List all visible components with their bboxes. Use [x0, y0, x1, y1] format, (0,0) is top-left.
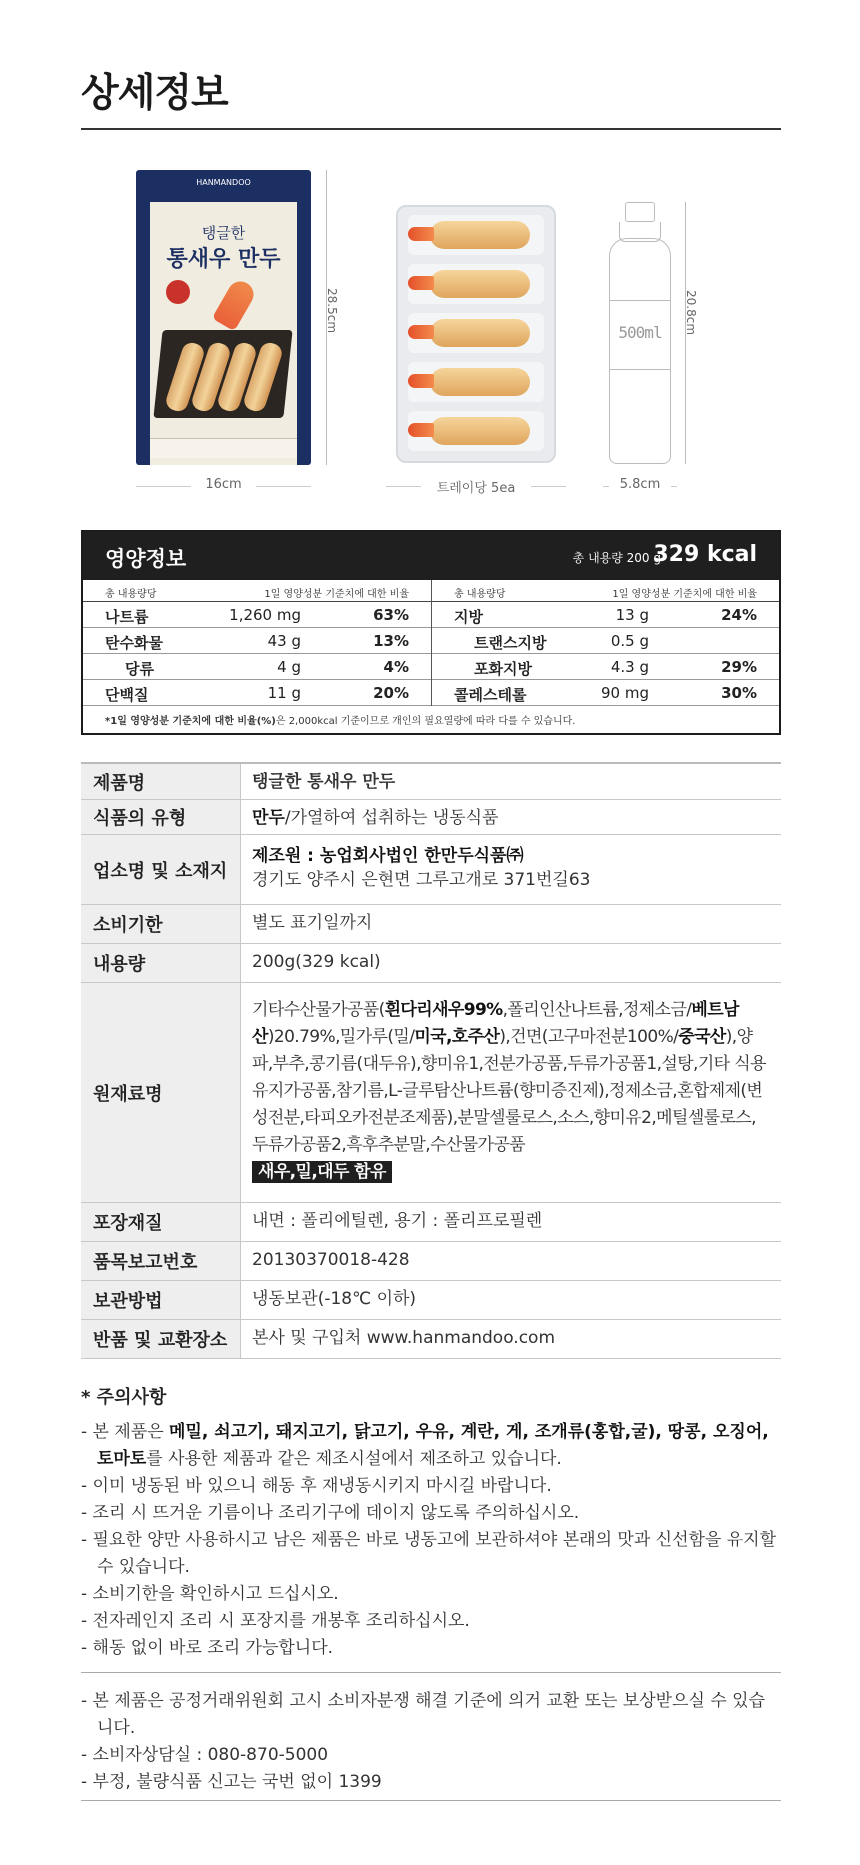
ingredient-text-segment: ),양파,부추,콩기름(대두유),향미유1,전분가공품,두류가공품1,설탕,기타 식용유지가공품,참기름,L-글루탐산나트륨(향미증진제),정제소금,혼합제제(변성전분,타피오카전분조제품),분말셀룰로스,소스,향미유2,메틸셀룰로스,두류가공품2,흑후추분말,수산물가공품	[252, 1027, 766, 1155]
nutrient-amount: 1,260 mg	[229, 606, 301, 624]
ingredient-origin-bold: 미국,호주산	[414, 1027, 500, 1047]
bottle-height-label: 20.8cm	[684, 290, 698, 336]
tray-slot	[408, 411, 544, 451]
nutrient-name: 단백질	[105, 686, 149, 704]
info-value: 탱글한 통새우 만두	[252, 772, 396, 792]
caution-title: * 주의사항	[81, 1387, 167, 1408]
ingredient-text-segment: ),건면(고구마전분100%/	[499, 1027, 679, 1047]
nutrient-percent: 24%	[721, 606, 757, 624]
info-label: 내용량	[81, 944, 241, 982]
dumpling-roll-image	[430, 417, 530, 445]
info-value: 냉동보관(-18℃ 이하)	[252, 1289, 417, 1309]
dumpling-roll-image	[430, 319, 530, 347]
nutrient-percent: 30%	[721, 684, 757, 702]
caution-prefix: - 본 제품은	[81, 1422, 170, 1442]
nutrient-percent: 13%	[373, 632, 409, 650]
tray-slot	[408, 215, 544, 255]
caution-suffix: 를 사용한 제품과 같은 제조시설에서 제조하고 있습니다.	[146, 1449, 562, 1469]
ingredient-text-segment: 기타수산물가공품(	[252, 1000, 385, 1020]
bottle-icon	[609, 202, 671, 464]
nutrition-total-amount: 총 내용량 200 g	[572, 551, 661, 565]
product-info-table	[81, 762, 781, 1359]
nutrient-name: 포화지방	[474, 660, 532, 678]
nutrient-amount: 90 mg	[601, 684, 649, 702]
info-value: 별도 표기일까지	[252, 913, 373, 933]
package-height-label: 28.5cm	[325, 288, 339, 334]
ingredient-origin-bold: 중국산	[678, 1027, 726, 1047]
tray-image	[396, 205, 556, 463]
nutrition-row	[83, 654, 431, 680]
shrimp-tail-image	[408, 325, 434, 339]
package-seal-icon	[166, 280, 190, 304]
nutrient-amount: 0.5 g	[610, 632, 649, 650]
info-row-food-type	[81, 800, 781, 835]
dumpling-roll-image	[430, 221, 530, 249]
nutrient-percent: 20%	[373, 684, 409, 702]
nutrient-name: 탄수화물	[105, 634, 163, 652]
notice-item: - 본 제품은 공정거래위원회 고시 소비자분쟁 해결 기준에 의거 교환 또는 보상받으실 수 있습니다.	[81, 1691, 765, 1738]
caution-list	[81, 1419, 781, 1662]
info-label: 품목보고번호	[81, 1242, 241, 1280]
caution-item: - 전자레인지 조리 시 포장지를 개봉후 조리하십시오.	[81, 1611, 470, 1631]
nutrition-row	[83, 628, 431, 654]
info-label: 포장재질	[81, 1203, 241, 1241]
info-row-maker	[81, 835, 781, 905]
nutrient-percent: 29%	[721, 658, 757, 676]
caution-item	[81, 1419, 781, 1473]
nutrition-header	[83, 532, 779, 580]
nutrient-amount: 13 g	[615, 606, 649, 624]
info-value	[241, 835, 781, 904]
nutrition-row	[83, 602, 431, 628]
shrimp-tail-image	[408, 227, 434, 241]
notice-item: - 부정, 불량식품 신고는 국번 없이 1399	[81, 1772, 382, 1792]
tray-slot	[408, 264, 544, 304]
info-row-volume	[81, 944, 781, 983]
info-value	[241, 983, 781, 1202]
info-label: 업소명 및 소재지	[81, 835, 241, 904]
info-value: 200g(329 kcal)	[252, 952, 381, 972]
nutrient-percent: 63%	[373, 606, 409, 624]
caution-item: - 이미 냉동된 바 있으니 해동 후 재냉동시키지 마시길 바랍니다.	[81, 1476, 552, 1496]
page-title-block	[81, 70, 781, 118]
nutrition-right-column	[431, 580, 779, 706]
nutrition-footnote	[105, 712, 575, 727]
tray-slot	[408, 362, 544, 402]
shrimp-tail-image	[408, 276, 434, 290]
shrimp-tail-image	[408, 374, 434, 388]
caution-item: - 필요한 양만 사용하시고 남은 제품은 바로 냉동고에 보관하셔야 본래의 맛과 신선함을 유지할 수 있습니다.	[81, 1530, 777, 1577]
subheader-per-total: 총 내용량당	[105, 589, 157, 600]
info-label: 반품 및 교환장소	[81, 1320, 241, 1358]
info-label: 제품명	[81, 764, 241, 799]
caution-item: - 조리 시 뜨거운 기름이나 조리기구에 데이지 않도록 주의하십시오.	[81, 1503, 580, 1523]
caution-section	[81, 1383, 781, 1662]
bottle-width-label: 5.8cm	[609, 477, 671, 492]
ingredient-origin-bold: 흰다리새우99%	[384, 1000, 503, 1020]
page-title: 상세정보	[81, 71, 228, 116]
info-row-ingredients	[81, 983, 781, 1203]
tray-slot	[408, 313, 544, 353]
info-value	[241, 800, 781, 834]
maker-address: 경기도 양주시 은현면 그루고개로 371번길63	[252, 870, 591, 890]
ingredient-text-segment: )20.79%,밀가루(밀/	[267, 1027, 415, 1047]
nutrition-row	[432, 654, 779, 680]
nutrition-row	[432, 602, 779, 628]
nutrient-amount: 43 g	[267, 632, 301, 650]
info-label: 원재료명	[81, 983, 241, 1202]
section-divider	[81, 1672, 781, 1673]
nutrition-title: 영양정보	[105, 547, 187, 571]
subheader-per-total: 총 내용량당	[454, 589, 506, 600]
ingredient-origin-bold: 베트남산	[252, 1000, 739, 1047]
product-visuals	[81, 160, 781, 510]
footnote-bold: *1일 영양성분 기준치에 대한 비율(%)	[105, 716, 276, 727]
caution-item: - 소비기한을 확인하시고 드십시오.	[81, 1584, 339, 1604]
food-type-bold: 만두	[252, 808, 285, 828]
nutrition-row	[432, 680, 779, 706]
ingredient-text-segment: ,폴리인산나트륨,정제소금/	[502, 1000, 692, 1020]
nutrition-row	[432, 628, 779, 654]
ingredients-text	[252, 1000, 766, 1155]
info-label: 보관방법	[81, 1281, 241, 1319]
nutrient-amount: 4.3 g	[610, 658, 649, 676]
subheader-daily-ratio: 1일 영양성분 기준치에 대한 비율	[612, 589, 757, 600]
info-label: 소비기한	[81, 905, 241, 943]
info-row-report-number	[81, 1242, 781, 1281]
package-width-label: 16cm	[191, 477, 256, 492]
info-row-expiry	[81, 905, 781, 944]
package-name-line2: 통새우 만두	[166, 246, 281, 272]
title-divider	[81, 128, 781, 130]
info-row-product-name	[81, 764, 781, 800]
package-footer	[150, 438, 297, 458]
bottle-cap	[625, 202, 655, 222]
shrimp-image	[212, 277, 259, 332]
nutrient-name: 트랜스지방	[474, 634, 547, 652]
maker-name: 제조원 : 농업회사법인 한만두식품㈜	[252, 846, 524, 866]
dumpling-roll-image	[430, 368, 530, 396]
nutrition-left-column	[83, 580, 431, 706]
nutrient-amount: 4 g	[277, 658, 301, 676]
nutrient-name: 나트륨	[105, 608, 149, 626]
nutrient-name: 지방	[454, 608, 483, 626]
nutrition-kcal: 329 kcal	[653, 542, 757, 567]
info-value: 본사 및 구입처 www.hanmandoo.com	[252, 1328, 556, 1348]
package-brand: HANMANDOO	[196, 178, 251, 187]
nutrition-subheader	[432, 580, 779, 602]
tray-count-label: 트레이당 5ea	[421, 477, 531, 496]
footnote-text: 은 2,000kcal 기준이므로 개인의 필요열량에 따라 다를 수 있습니다.	[275, 716, 576, 727]
nutrient-percent: 4%	[383, 658, 409, 676]
notice-item: - 소비자상담실 : 080-870-5000	[81, 1745, 329, 1765]
nutrient-amount: 11 g	[267, 684, 301, 702]
bottle-volume-text: 500ml	[618, 323, 662, 342]
info-value: 내면 : 폴리에틸렌, 용기 : 폴리프로필렌	[252, 1211, 543, 1231]
package-name-line1: 탱글한	[201, 224, 246, 242]
nutrition-subheader	[83, 580, 431, 602]
shrimp-tail-image	[408, 423, 434, 437]
info-row-storage	[81, 1281, 781, 1320]
info-row-packaging	[81, 1203, 781, 1242]
nutrition-row	[83, 680, 431, 706]
info-value: 20130370018-428	[252, 1250, 410, 1270]
info-label: 식품의 유형	[81, 800, 241, 834]
allergen-badge: 새우,밀,대두 함유	[252, 1161, 392, 1183]
info-row-returns	[81, 1320, 781, 1359]
nutrient-name: 콜레스테롤	[454, 686, 527, 704]
allergen-list: 메밀, 쇠고기, 돼지고기, 닭고기, 우유, 계란, 게, 조개류(홍합,굴), 땅콩, 오징어, 토마토	[97, 1422, 769, 1469]
package-image	[136, 170, 311, 465]
nutrition-facts	[81, 530, 781, 735]
nutrient-name: 당류	[125, 660, 154, 678]
caution-item: - 해동 없이 바로 조리 가능합니다.	[81, 1638, 334, 1658]
subheader-daily-ratio: 1일 영양성분 기준치에 대한 비율	[264, 589, 409, 600]
dumpling-roll-image	[430, 270, 530, 298]
food-type-rest: /가열하여 섭취하는 냉동식품	[284, 808, 499, 828]
notice-list	[81, 1688, 781, 1796]
bottom-divider	[81, 1800, 781, 1801]
